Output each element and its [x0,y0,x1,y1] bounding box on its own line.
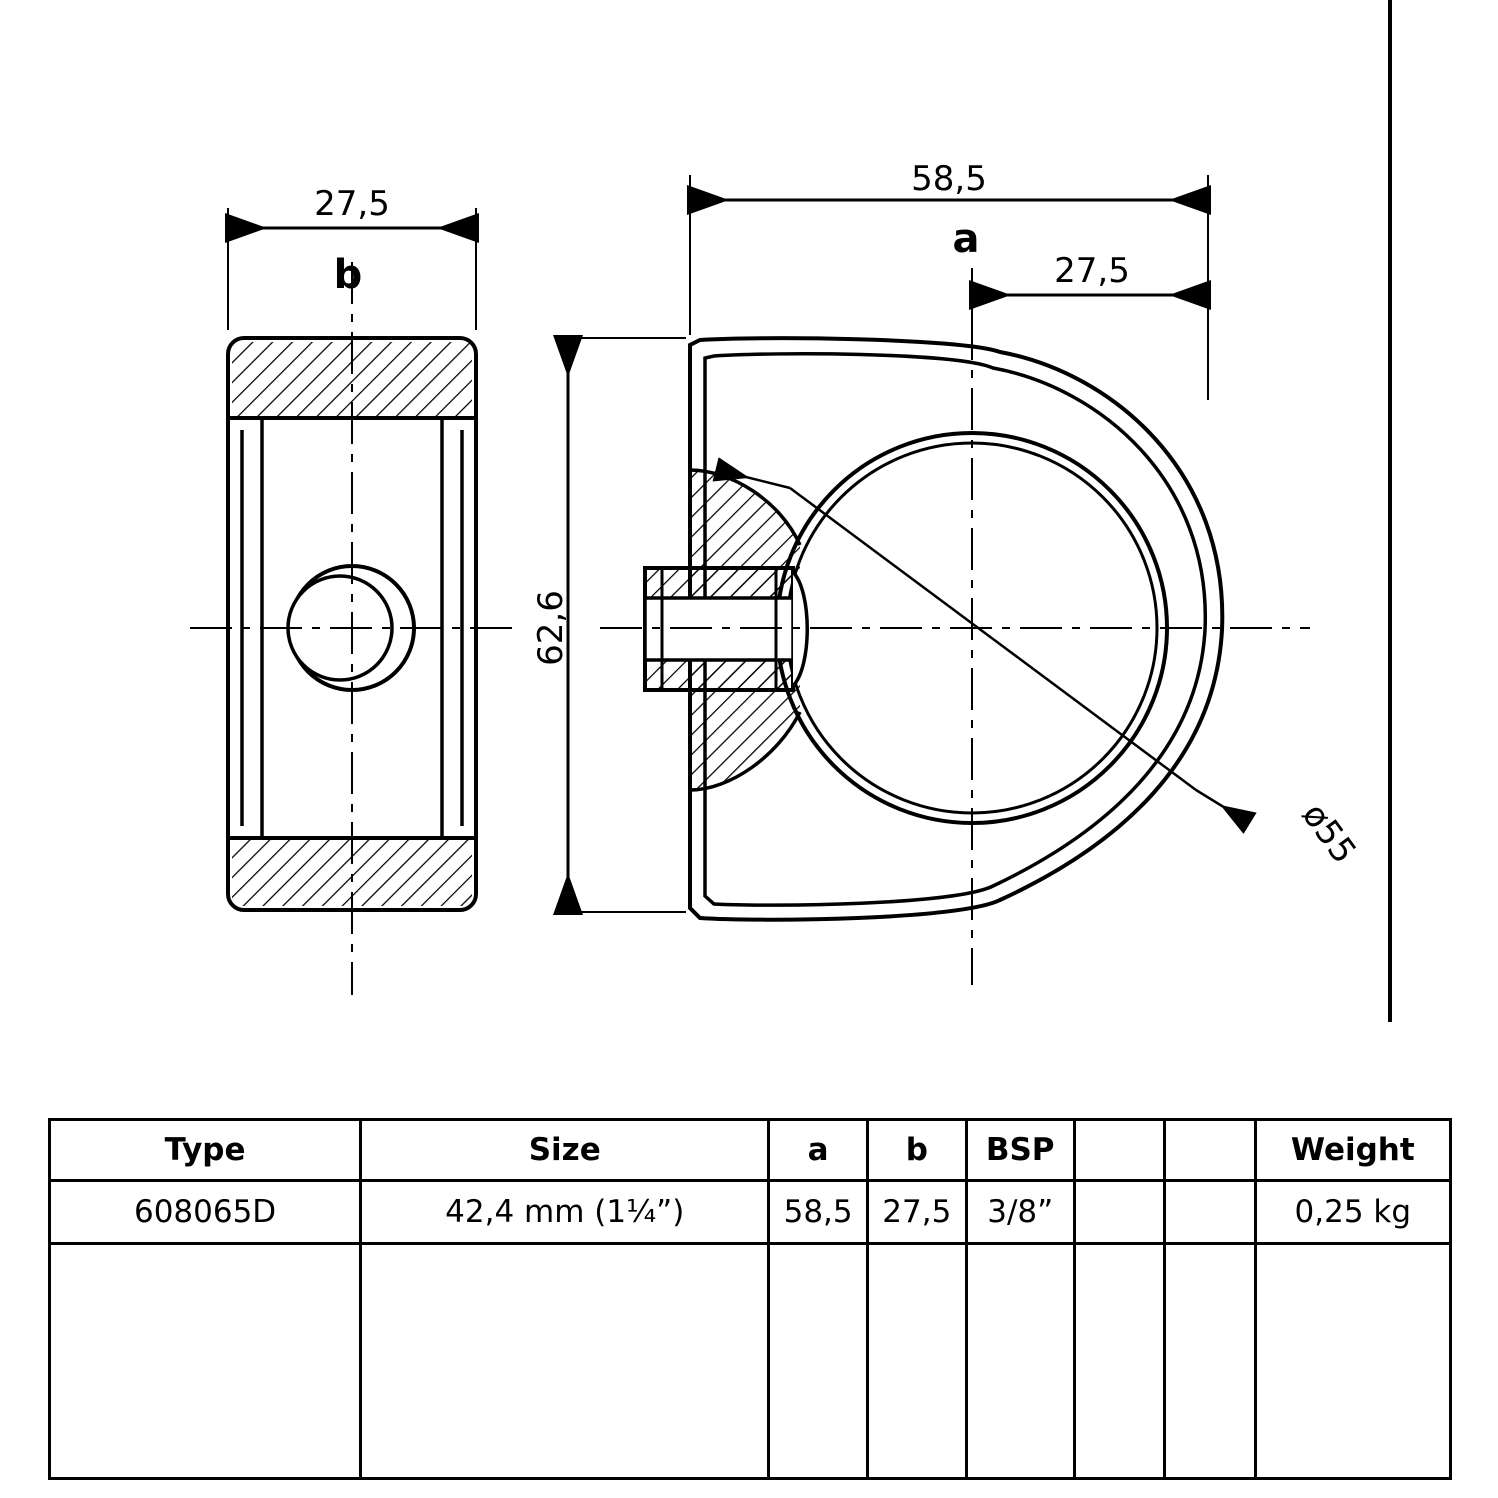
cell-size: 42,4 mm (1¼”) [361,1181,769,1244]
cell-a: 58,5 [769,1181,868,1244]
left-view [190,208,520,995]
column-header-empty-1 [1074,1120,1164,1181]
column-header-weight: Weight [1255,1120,1450,1181]
column-header-a: a [769,1120,868,1181]
filler-cell-weight [1255,1244,1450,1479]
filler-cell-size [361,1244,769,1479]
column-header-b: b [867,1120,966,1181]
cell-type: 608065D [50,1181,361,1244]
filler-cell-a [769,1244,868,1479]
table-row [50,1181,1451,1244]
column-header-type: Type [50,1120,361,1181]
left-view-center-label: b [333,252,363,298]
filler-cell-empty-1 [1074,1244,1164,1479]
table-filler-row [50,1244,1451,1479]
column-header-bsp: BSP [966,1120,1074,1181]
cell-weight: 0,25 kg [1255,1181,1450,1244]
cell-b: 27,5 [867,1181,966,1244]
filler-cell-bsp [966,1244,1074,1479]
column-header-size: Size [361,1120,769,1181]
filler-cell-b [867,1244,966,1479]
right-view-overall-label: a [952,216,980,262]
right-view-overall-width-dim: 58,5 [911,159,987,199]
right-view-offset-dim: 27,5 [1054,251,1130,291]
filler-cell-type [50,1244,361,1479]
table-header-row [50,1120,1451,1181]
cell-empty-2 [1165,1181,1255,1244]
cell-bsp: 3/8” [966,1181,1074,1244]
cell-empty-1 [1074,1181,1164,1244]
specification-table [48,1118,1452,1480]
filler-cell-empty-2 [1165,1244,1255,1479]
right-view [556,175,1310,985]
right-view-height-dim: 62,6 [531,590,571,666]
left-view-width-dim: 27,5 [314,184,390,224]
right-view-diameter-dim: ø55 [1293,795,1364,872]
column-header-empty-2 [1165,1120,1255,1181]
